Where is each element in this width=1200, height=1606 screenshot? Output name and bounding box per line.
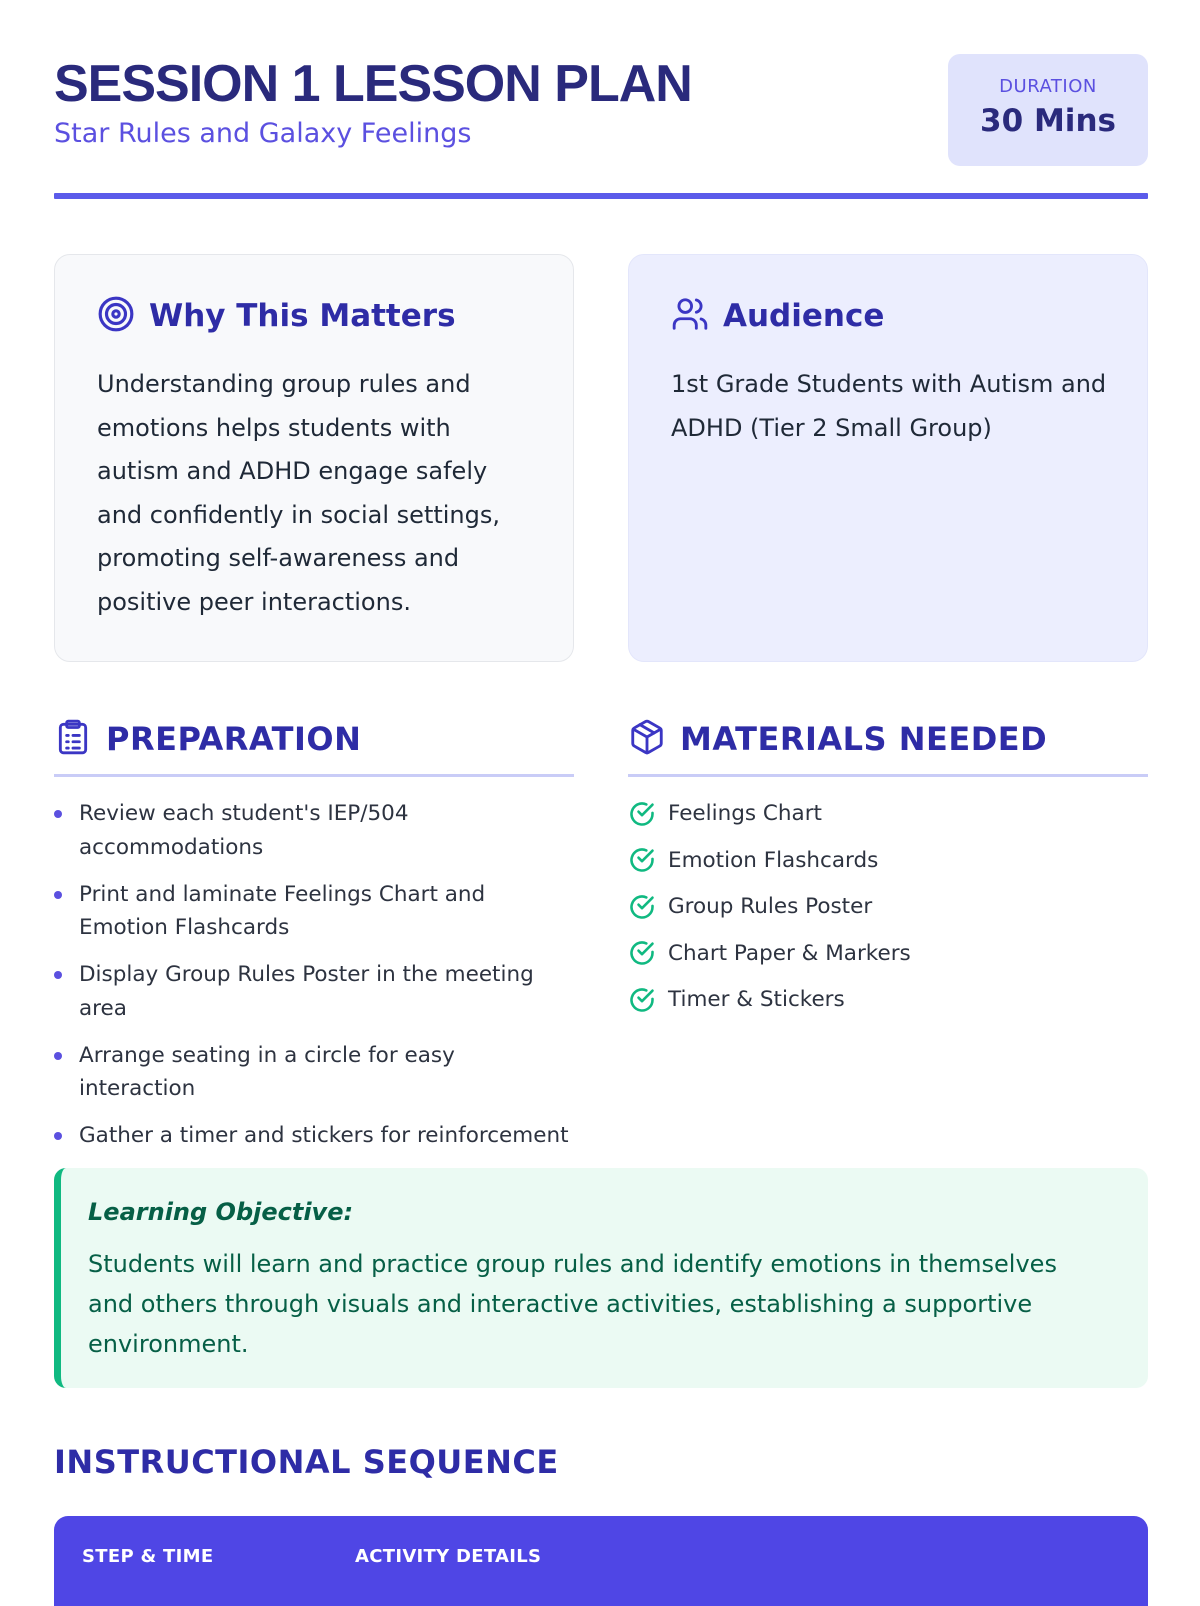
sequence-table-header	[54, 1516, 1148, 1606]
list-item	[628, 937, 1148, 970]
check-circle-icon	[628, 846, 656, 874]
list-item-text: Review each student's IEP/504 accommodations	[79, 801, 409, 860]
preparation-section	[54, 714, 574, 1166]
bullet-icon	[54, 971, 62, 979]
list-item	[54, 958, 574, 1025]
materials-section	[628, 714, 1148, 1030]
list-item	[628, 983, 1148, 1016]
list-item-text: Emotion Flashcards	[668, 847, 879, 873]
audience-card	[628, 254, 1148, 662]
clipboard-icon	[54, 718, 92, 760]
list-item	[54, 1039, 574, 1106]
header-divider	[54, 193, 1148, 199]
list-item	[628, 844, 1148, 877]
page-subtitle: Star Rules and Galaxy Feelings	[54, 118, 472, 149]
target-icon	[97, 295, 135, 337]
materials-header	[628, 714, 1148, 777]
check-circle-icon	[628, 939, 656, 967]
materials-list	[628, 797, 1148, 1016]
duration-badge	[948, 54, 1148, 166]
list-item	[54, 878, 574, 945]
package-icon	[628, 718, 666, 760]
bullet-icon	[54, 891, 62, 899]
learning-objective-callout	[54, 1168, 1148, 1388]
audience-card-header	[671, 295, 884, 337]
why-this-matters-card	[54, 254, 574, 662]
why-card-title: Why This Matters	[149, 298, 456, 334]
list-item-text: Group Rules Poster	[668, 894, 873, 919]
list-item-text: Display Group Rules Poster in the meeting area	[79, 962, 534, 1021]
duration-value: 30 Mins	[980, 103, 1116, 139]
preparation-list	[54, 797, 574, 1153]
list-item	[628, 890, 1148, 923]
check-circle-icon	[628, 893, 656, 921]
duration-label: DURATION	[999, 76, 1097, 97]
list-item	[54, 1119, 574, 1153]
check-circle-icon	[628, 800, 656, 828]
list-item-text: Timer & Stickers	[668, 987, 845, 1012]
list-item-text: Chart Paper & Markers	[668, 940, 911, 966]
list-item	[628, 797, 1148, 830]
check-circle-icon	[628, 986, 656, 1014]
preparation-title: PREPARATION	[106, 720, 362, 758]
sequence-title: INSTRUCTIONAL SEQUENCE	[54, 1443, 559, 1481]
why-card-body: Understanding group rules and emotions helps students with autism and ADHD engage safely and confidently in social settings, promoting self-awareness and positive peer interactions.	[97, 370, 501, 616]
list-item	[54, 797, 574, 864]
list-item-text: Arrange seating in a circle for easy interaction	[79, 1042, 455, 1101]
page-header	[54, 52, 1148, 202]
column-header-activity-details: ACTIVITY DETAILS	[355, 1546, 542, 1567]
list-item-text: Feelings Chart	[668, 801, 822, 826]
audience-card-title: Audience	[723, 298, 885, 334]
why-card-header	[97, 295, 456, 337]
page-title: SESSION 1 LESSON PLAN	[54, 55, 692, 113]
objective-label: Learning Objective:	[88, 1198, 354, 1226]
column-header-step-time: STEP & TIME	[82, 1546, 214, 1567]
objective-text: Students will learn and practice group rules and identify emotions in themselves and others through visuals and interactive activities, establishing a supportive environment.	[88, 1250, 1057, 1358]
preparation-header	[54, 714, 574, 777]
list-item-text: Gather a timer and stickers for reinforcement	[79, 1123, 569, 1148]
bullet-icon	[54, 1052, 62, 1060]
bullet-icon	[54, 810, 62, 818]
audience-card-body: 1st Grade Students with Autism and ADHD (Tier 2 Small Group)	[671, 370, 1107, 442]
users-icon	[671, 295, 709, 337]
materials-title: MATERIALS NEEDED	[680, 720, 1048, 758]
bullet-icon	[54, 1132, 62, 1140]
list-item-text: Print and laminate Feelings Chart and Emotion Flashcards	[79, 881, 486, 940]
